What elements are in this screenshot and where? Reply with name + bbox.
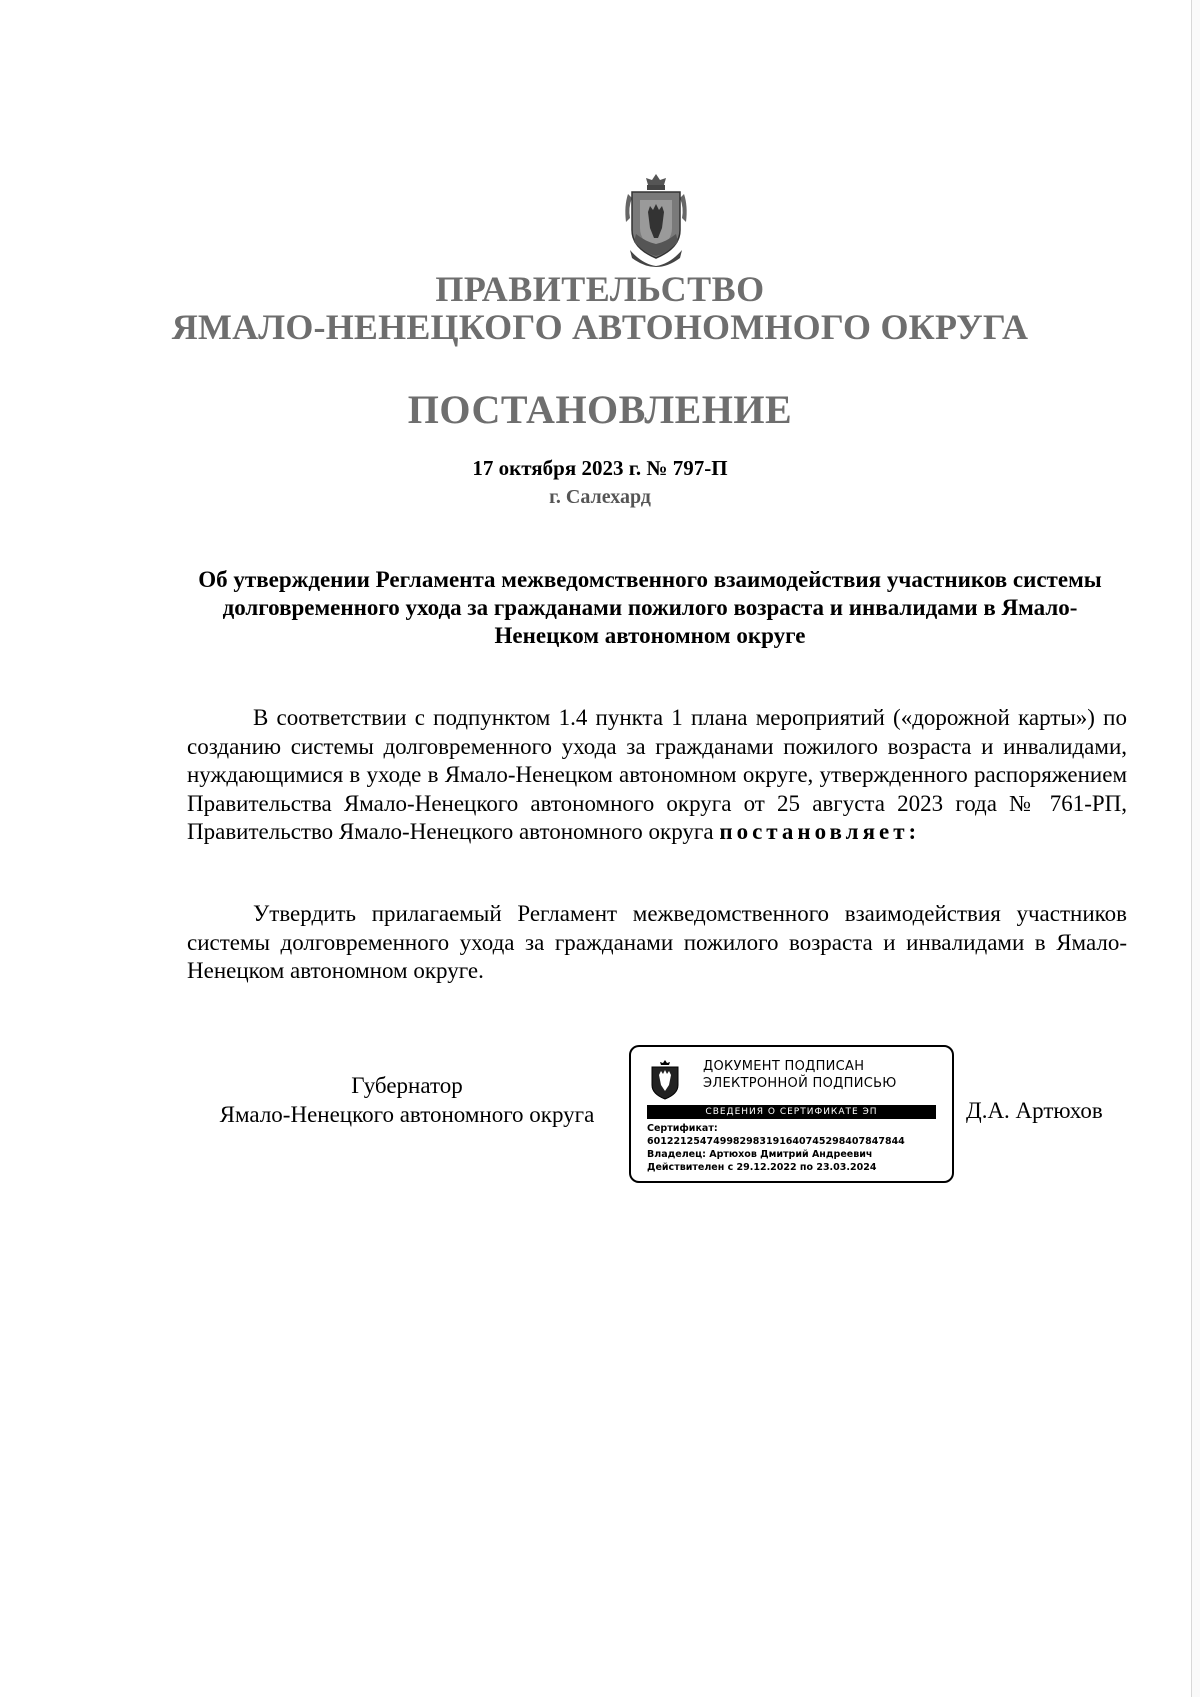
preamble-text: В соответствии с подпунктом 1.4 пункта 1 плана мероприятий («дорожной карты») по созданию системы долговременного ухода за гражданами пожилого возраста и инвалидами, нуждающимися в уходе в Ямало-Ненецком автономном округе, утвержденного распоряжением Правительства Ямало-Ненецкого автономного округа от 25 августа 2023 года № 761-РП, Правительство Ямало-Ненецкого автономного округа [187, 705, 1127, 844]
stamp-heading2: ЭЛЕКТРОННОЙ ПОДПИСЬЮ [703, 1076, 897, 1091]
paragraph-resolution: Утвердить прилагаемый Регламент межведомственного взаимодействия участников системы долговременного ухода за гражданами пожилого возраста и инвалидами в Ямало-Ненецком автономном округе. [187, 901, 1127, 983]
stamp-cert-label: Сертификат: [647, 1123, 718, 1134]
government-name-line1: ПРАВИТЕЛЬСТВО [435, 269, 765, 309]
signatory-position-line1: Губернатор [351, 1073, 463, 1098]
signatory-position [187, 1071, 627, 1129]
stamp-validity: Действителен с 29.12.2022 по 23.03.2024 [647, 1162, 877, 1173]
document-title: Об утверждении Регламента межведомственного взаимодействия участников системы долговременного ухода за гражданами пожилого возраста и инвалидами в Ямало-Ненецком автономном округе [198, 567, 1102, 648]
signer-name: Д.А. Артюхов [966, 1098, 1103, 1123]
coat-of-arms-icon [620, 172, 692, 268]
stamp-owner: Владелец: Артюхов Дмитрий Андреевич [647, 1149, 873, 1160]
document-date-number: 17 октября 2023 г. № 797-П [472, 456, 728, 480]
stamp-heading1: ДОКУМЕНТ ПОДПИСАН [703, 1059, 865, 1074]
stamp-certificate-bar: СВЕДЕНИЯ О СЕРТИФИКАТЕ ЭП [647, 1105, 936, 1119]
document-city: г. Салехард [549, 486, 651, 508]
stamp-cert-number: 601221254749982983191640745298407847844 [647, 1136, 905, 1147]
electronic-signature-stamp [629, 1045, 954, 1183]
page-edge [1191, 0, 1200, 1697]
government-name-line2: ЯМАЛО-НЕНЕЦКОГО АВТОНОМНОГО ОКРУГА [171, 307, 1029, 347]
document-type: ПОСТАНОВЛЕНИЕ [407, 387, 793, 432]
stamp-coat-of-arms-icon [647, 1059, 683, 1101]
paragraph-preamble [187, 704, 1127, 847]
signatory-position-line2: Ямало-Ненецкого автономного округа [219, 1102, 595, 1127]
resolves-word: постановляет: [719, 819, 921, 844]
